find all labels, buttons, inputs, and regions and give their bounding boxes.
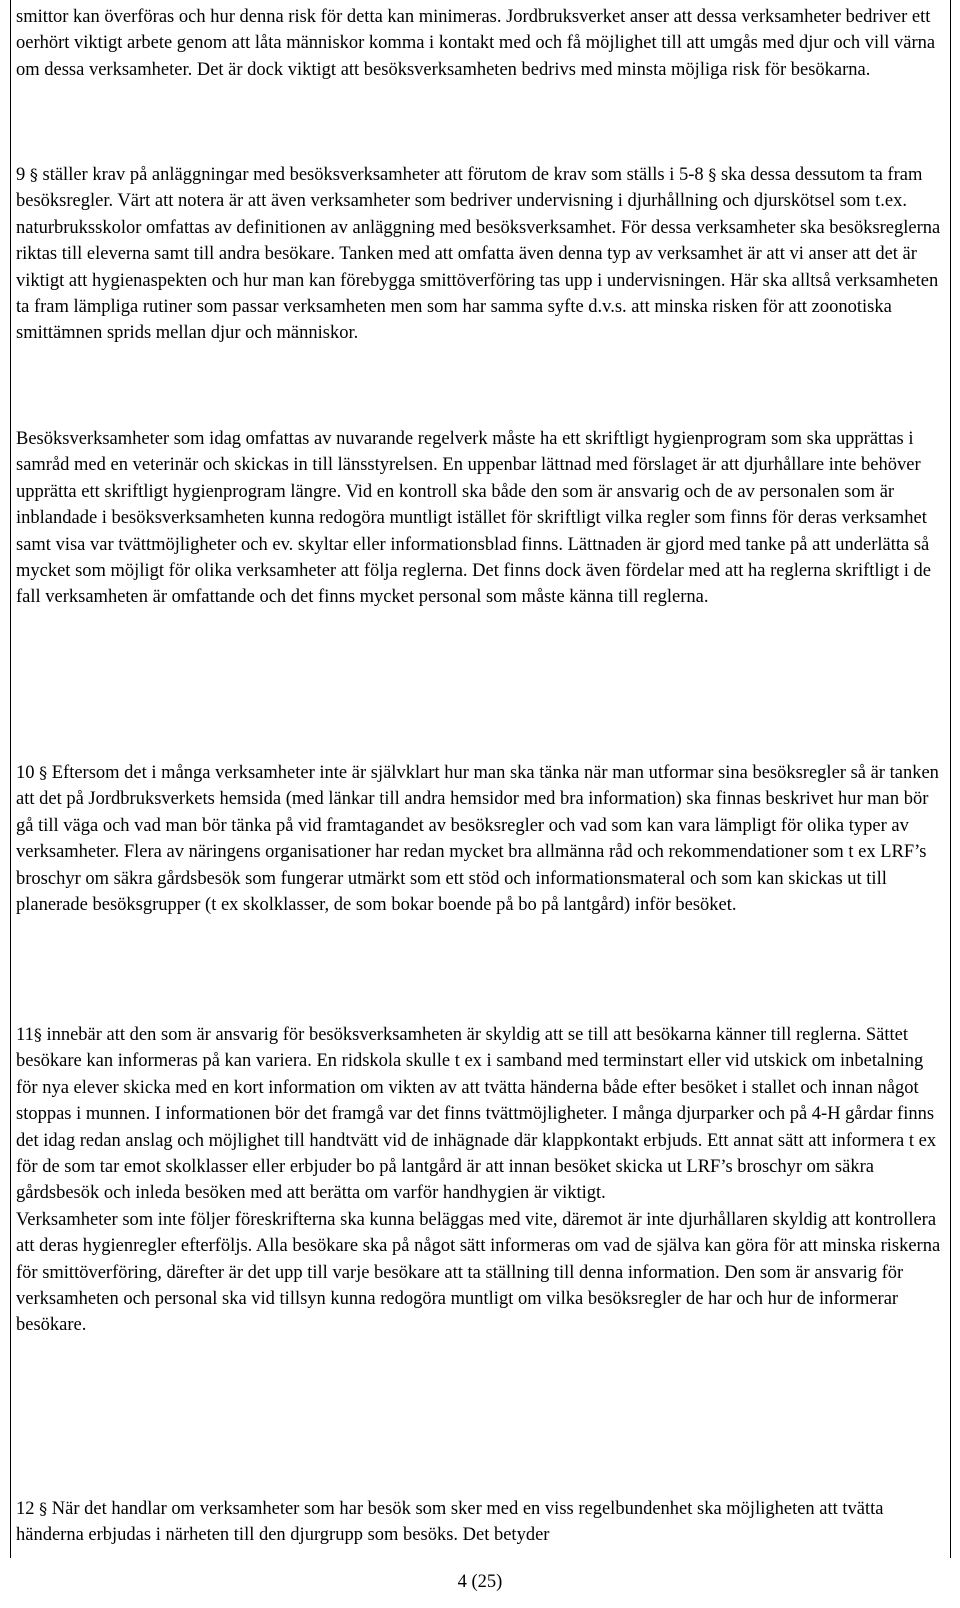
section-9-paragraph [16, 162, 942, 347]
section-symbol: § [708, 165, 717, 184]
section-10-text: Eftersom det i många verksamheter inte är självklart hur man ska tänka när man utformar sina besöksregler så är tanken att det på Jordbruksverkets hemsida (med länkar till andra hemsidor med bra information) ska finnas beskrivet hur man bör gå till väga och vad man bör tänka på vid framtagandet av besöksregler och vad som kan vara lämpligt för olika typer av verksamheter. Flera av näringens organisationer har redan mycket bra allmänna råd och rekommendationer som t ex LRF’s broschyr om säkra gårdsbesök som fungerar utmärkt som ett stöd och informationsmateral och som kan skickas ut till planerade besöksgrupper (t ex skolklasser, de som bokar boende på bo på lantgård) inför besöket. [16, 763, 939, 916]
left-margin-rule [10, 0, 11, 1558]
page-number: 4 (25) [457, 1572, 503, 1592]
section-11-body [16, 1022, 942, 1207]
general-text: Besöksverksamheter som idag omfattas av nuvarande regelverk måste ha ett skriftligt hygienprogram som ska upprättas i samråd med en veterinär och skickas in till länsstyrelsen. En uppenbar lättnad med förslaget är att djurhållare inte behöver upprätta ett skriftligt hygienprogram längre. Vid en kontroll ska både den som är ansvarig och de av personalen som är inblandade i besöksverksamheten kunna redogöra muntligt istället för skriftligt vilka regler som finns för deras verksamhet samt visa var tvättmöjligheter och ev. skyltar eller informationsblad finns. Lättnaden är gjord med tanke på att underlätta så mycket som möjligt för olika verksamheter att följa reglerna. Det finns dock även fördelar med att ha reglerna skriftligt i de fall verksamheten är omfattande och det finns mycket personal som måste känna till reglerna. [16, 429, 931, 608]
section-12-body [16, 1496, 942, 1549]
section-12-text: När det handlar om verksamheter som har besök som sker med en viss regelbundenhet ska möjligheten att tvätta händerna erbjudas i närheten till den djurgrupp som besöks. Det betyder [16, 1499, 884, 1546]
intro-paragraph [16, 4, 942, 83]
general-paragraph [16, 426, 942, 611]
section-11-number: 11 [16, 1025, 34, 1045]
section-10-paragraph [16, 760, 942, 918]
section-9-number: 9 [16, 165, 26, 185]
section-symbol: § [29, 165, 38, 184]
right-margin-rule [950, 0, 951, 1558]
section-11-text-2: Verksamheter som inte följer föreskrifterna ska kunna beläggas med vite, däremot är inte djurhållaren skyldig att kontrollera att deras hygienregler efterföljs. Alla besökare ska på något sätt informeras om vad de själva kan göra för att minska riskerna för smittöverföring, därefter är det upp till varje besökare att ta ställning till denna information. Den som är ansvarig för verksamheten och personal ska vid tillsyn kunna redogöra muntligt om vilka besöksregler de har och hur de informerar besökare. [16, 1209, 941, 1336]
section-symbol: § [33, 1025, 42, 1044]
section-12-number: 12 [16, 1499, 35, 1519]
section-9-body [16, 162, 942, 347]
section-11-text: innebär att den som är ansvarig för besöksverksamheten är skyldig att se till att besökarna känner till reglerna. Sättet besökare kan informeras på kan variera. En ridskola skulle t ex i samband med terminstart eller vid utskick om inbetalning för nya elever skicka med en kort information om vikten av att tvätta händerna både efter besöket i stallet och innan något stoppas i munnen. I informationen bör det framgå var det finns tvättmöjligheter. I många djurparker och på 4-H gårdar finns det idag redan anslag och möjlighet till handtvätt vid de inhägnade där klappkontakt erbjuds. Ett annat sätt att informera t ex för de som tar emot skolklasser eller erbjuder bo på lantgård är att innan besöket skicka ut LRF’s broschyr om säkra gårdsbesök och inleda besöken med att berätta om varför handhygien är viktigt. [16, 1025, 937, 1204]
section-9-text-b: ska dessa dessutom ta fram besöksregler. Värt att notera är att även verksamheter som bedriver undervisning i djurhållning och djurskötsel som t.ex. naturbruksskolor omfattas av definitionen av anläggning med besöksverksamhet. För dessa verksamheter ska besöksreglerna riktas till eleverna samt till andra besökare. Tanken med att omfatta även denna typ av verksamhet är att vi anser att det är viktigt att hygienaspekten och hur man kan förebygga smittöverföring tas upp i undervisningen. Här ska alltså verksamheten ta fram lämpliga rutiner som passar verksamheten men som har samma syfte d.v.s. att minska risken för att zoonotiska smittämnen sprids mellan djur och människor. [16, 165, 941, 344]
section-10-number: 10 [16, 763, 35, 783]
section-11-paragraph [16, 1022, 942, 1339]
section-symbol: § [39, 763, 48, 782]
section-12-paragraph [16, 1496, 942, 1549]
section-symbol: § [39, 1499, 48, 1518]
intro-text: smittor kan överföras och hur denna risk för detta kan minimeras. Jordbruksverket anser att dessa verksamheter bedriver ett oerhört viktigt arbete genom att låta människor komma i kontakt med och få möjlighet till att umgås med djur och vill värna om dessa verksamheter. Det är dock viktigt att besöksverksamheten bedrivs med minsta möjliga risk för besökarna. [16, 7, 936, 80]
section-9-text-a: ställer krav på anläggningar med besöksverksamheter att förutom de krav som ställs i 5-8 [42, 165, 704, 185]
section-10-body [16, 760, 942, 918]
